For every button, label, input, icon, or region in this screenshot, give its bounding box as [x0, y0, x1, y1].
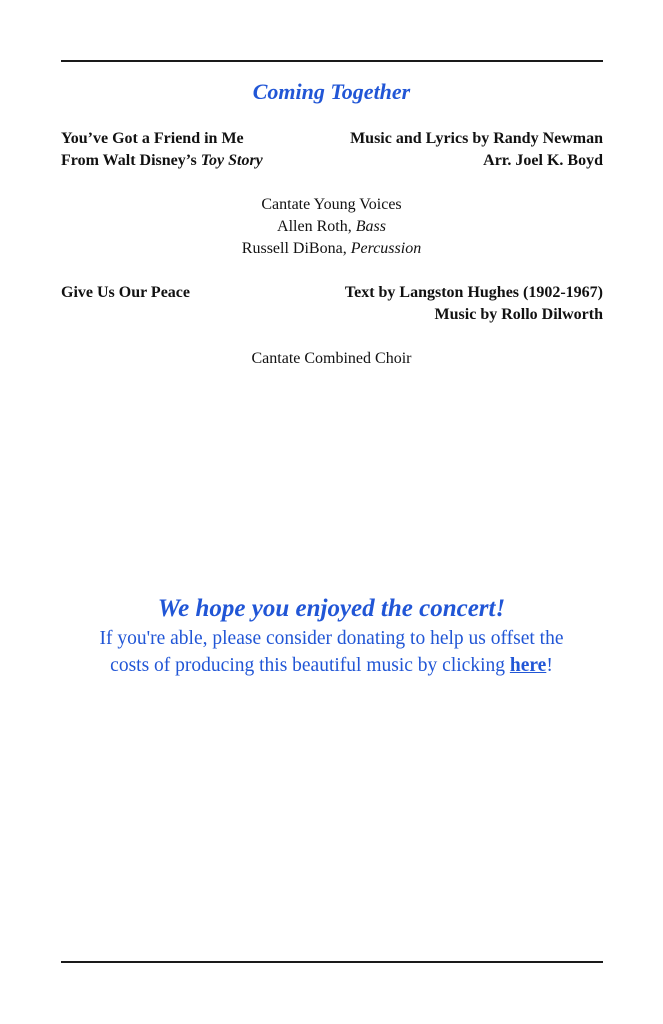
section-title: Coming Together — [252, 79, 411, 104]
closing-message — [0, 593, 663, 679]
performer-line — [0, 216, 663, 238]
piece-1-credit-2: Arr. Joel K. Boyd — [483, 152, 603, 169]
closing-line-2-text: costs of producing this beautiful music by clicking — [110, 655, 510, 676]
program-piece-1 — [61, 128, 603, 172]
piece-2-credit-1: Text by Langston Hughes (1902-1967) — [344, 284, 603, 301]
piece-1-subtitle-italic: Toy Story — [200, 152, 263, 169]
top-rule — [61, 60, 603, 62]
piece-2-title: Give Us Our Peace — [61, 284, 191, 301]
piece-2-row-1 — [61, 282, 603, 304]
performer-name: Cantate Young Voices — [261, 196, 402, 213]
performer-line — [0, 348, 663, 370]
piece-1-row-2 — [61, 150, 603, 172]
performer-name: Allen Roth, — [277, 218, 356, 235]
closing-headline: We hope you enjoyed the concert! — [157, 595, 506, 622]
program-piece-2 — [61, 282, 603, 326]
closing-line-2-end: ! — [546, 655, 553, 676]
piece-1-row-1 — [61, 128, 603, 150]
donate-link[interactable]: here — [509, 655, 547, 676]
performer-role: Bass — [355, 218, 386, 235]
piece-1-performers — [0, 194, 663, 260]
bottom-rule — [61, 961, 603, 963]
performer-line — [0, 238, 663, 260]
piece-2-credit-2: Music by Rollo Dilworth — [434, 306, 603, 323]
closing-line-2 — [0, 652, 663, 679]
performer-name: Cantate Combined Choir — [251, 350, 412, 367]
performer-line — [0, 194, 663, 216]
piece-1-title: You’ve Got a Friend in Me — [61, 130, 244, 147]
piece-1-subtitle-prefix: From Walt Disney’s — [61, 152, 201, 169]
piece-1-credit-1: Music and Lyrics by Randy Newman — [350, 130, 603, 147]
performer-name: Russell DiBona, — [241, 240, 351, 257]
piece-1-subtitle — [61, 150, 263, 172]
performer-role: Percussion — [350, 240, 422, 257]
piece-2-performers — [0, 348, 663, 370]
closing-line-1: If you're able, please consider donating to help us offset the — [99, 628, 564, 649]
